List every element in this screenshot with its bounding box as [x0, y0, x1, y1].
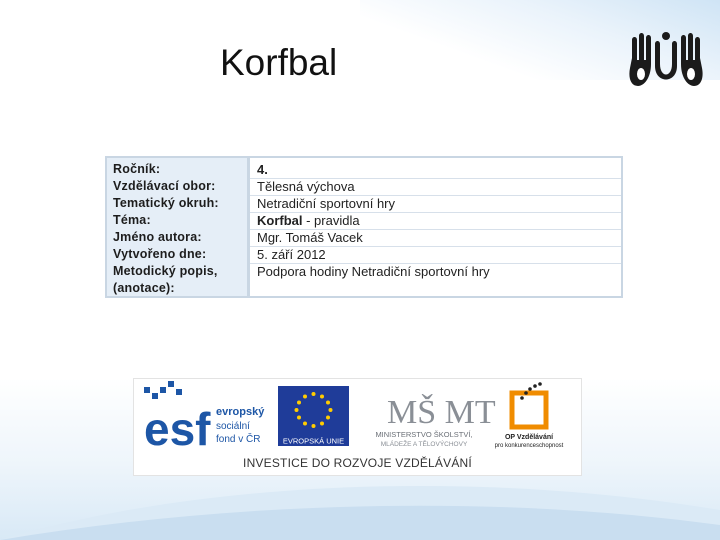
value-tema — [257, 212, 621, 229]
op-label-1: OP Vzdělávání — [504, 434, 554, 441]
background-swoosh — [0, 470, 720, 540]
value-column — [250, 158, 621, 296]
value-tema-rest: - pravidla — [302, 213, 360, 228]
row-divider — [250, 246, 621, 247]
page-title: Korfbal — [220, 42, 338, 83]
row-divider — [250, 178, 621, 179]
value-anotace: Podpora hodiny Netradiční sportovní hry — [257, 264, 490, 279]
value-tema-bold: Korfbal — [257, 213, 303, 228]
esf-text-2: sociální — [216, 421, 250, 432]
row-divider — [250, 212, 621, 213]
eu-flag-icon — [278, 386, 349, 446]
label-rocnik: Ročník: — [113, 162, 161, 176]
msmt-letters: MŠ MT — [387, 394, 496, 431]
op-logo — [495, 382, 564, 449]
label-okruh: Tematický okruh: — [113, 196, 219, 210]
funding-logos-banner — [133, 378, 582, 476]
label-autor: Jméno autora: — [113, 230, 202, 244]
label-column — [107, 158, 247, 296]
esf-letters: esf — [144, 403, 211, 455]
label-vytvoreno: Vytvořeno dne: — [113, 247, 207, 261]
row-divider — [250, 229, 621, 230]
value-autor: Mgr. Tomáš Vacek — [257, 230, 363, 245]
row-divider — [250, 195, 621, 196]
msmt-logo — [375, 393, 495, 448]
esf-text-1: evropský — [216, 406, 265, 418]
op-label-2: pro konkurenceschopnost — [494, 443, 564, 449]
msmt-label-1: MINISTERSTVO ŠKOLSTVÍ, — [375, 430, 473, 439]
label-anotace: Metodický popis, (anotace): — [113, 264, 218, 295]
msmt-label-2: MLÁDEŽE A TĚLOVÝCHOVY — [380, 441, 468, 448]
value-okruh: Netradiční sportovní hry — [257, 196, 396, 211]
value-obor: Tělesná výchova — [257, 179, 355, 194]
row-divider — [250, 263, 621, 264]
value-vytvoreno: 5. září 2012 — [257, 247, 326, 262]
esf-text-3: fond v ČR — [216, 434, 261, 445]
label-tema: Téma: — [113, 213, 151, 227]
metadata-table — [105, 156, 623, 298]
label-obor: Vzdělávací obor: — [113, 179, 216, 193]
esf-logo — [144, 381, 265, 455]
hands-logo-icon — [626, 30, 706, 88]
logos-caption: INVESTICE DO ROZVOJE VZDĚLÁVÁNÍ — [243, 456, 472, 470]
value-rocnik: 4. — [257, 162, 268, 177]
eu-label: EVROPSKÁ UNIE — [282, 436, 345, 446]
